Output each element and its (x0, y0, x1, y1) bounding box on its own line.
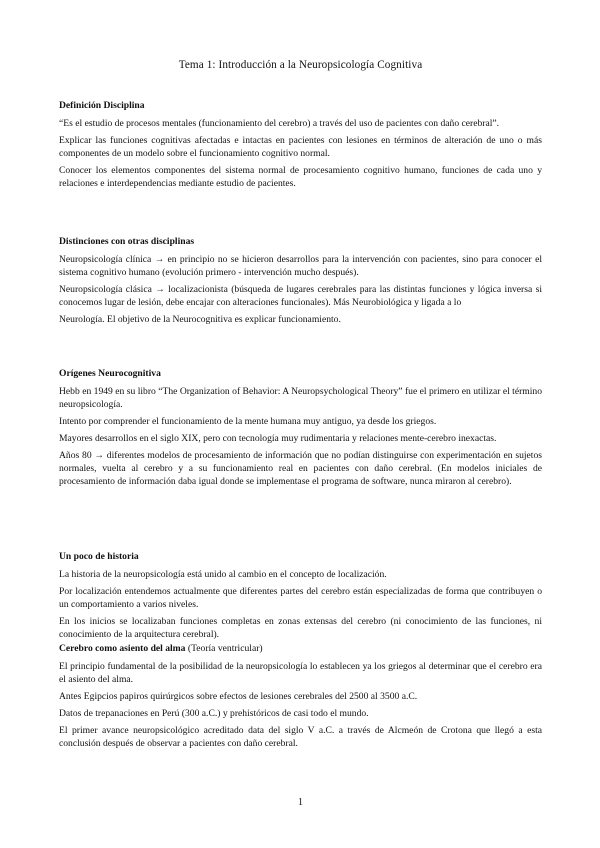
paragraph: Neurología. El objetivo de la Neurocognitiva es explicar funcionamiento. (59, 314, 341, 325)
paragraph: Mayores desarrollos en el siglo XIX, pero con tecnología muy rudimentaria y relaciones mente-cerebro inexactas. (59, 433, 497, 444)
paragraph: Neuropsicología clásica → localizacionista (búsqueda de lugares cerebrales para las distintas funciones y lógica inversa si conocemos lugar de lesión, debe encajar con alteraciones funcionales). Más Neurobiológica y ligada a lo (59, 284, 542, 308)
section-origenes (59, 367, 542, 492)
section-heading: Definición Disciplina (59, 100, 145, 111)
page-number: 1 (298, 797, 303, 808)
section-heading-main: Cerebro como asiento del alma (59, 643, 186, 654)
section-historia (59, 550, 542, 645)
paragraph: Años 80 → diferentes modelos de procesamiento de información que no podían distinguirse con experimentación en sujetos normales, vuelta al cerebro y a su funcionamiento real en pacientes con daño cerebral. (En modelos iniciales de procesamiento de información daba igual donde se implementase el programa de software, nunca miraron al cerebro). (59, 450, 542, 487)
section-distinciones (59, 235, 542, 330)
section-heading: Orígenes Neurocognitiva (59, 368, 161, 379)
paragraph: Explicar las funciones cognitivas afectadas e intactas en pacientes con lesiones en términos de alteración de uno o más componentes de un modelo sobre el funcionamiento cognitivo normal. (59, 135, 542, 159)
paragraph: Hebb en 1949 en su libro “The Organization of Behavior: A Neuropsychological Theory” fue el primero en utilizar el término neuropsicología. (59, 386, 542, 410)
paragraph: El principio fundamental de la posibilidad de la neuropsicología lo establecen ya los griegos al determinar que el cerebro era el asiento del alma. (59, 661, 542, 685)
paragraph: “Es el estudio de procesos mentales (funcionamiento del cerebro) a través del uso de pacientes con daño cerebral”. (59, 118, 500, 129)
section-definicion (59, 99, 542, 194)
section-heading-sub: (Teoría ventricular) (185, 643, 263, 654)
paragraph: Conocer los elementos componentes del sistema normal de procesamiento cognitivo humano, funciones de cada uno y relaciones e interdependencias mediante estudio de pacientes. (59, 165, 542, 189)
section-cerebro-alma (59, 642, 542, 754)
section-heading (59, 642, 542, 655)
paragraph: En los inicios se localizaban funciones completas en zonas extensas del cerebro (ni conocimiento de las funciones, ni conocimiento de la arquitectura cerebral). (59, 616, 542, 640)
paragraph: La historia de la neuropsicología está unido al cambio en el concepto de localización. (59, 569, 387, 580)
paragraph: Por localización entendemos actualmente que diferentes partes del cerebro están especializadas de forma que contribuyen o un comportamiento a varios niveles. (59, 586, 542, 610)
paragraph: El primer avance neuropsicológico acreditado data del siglo V a.C. a través de Alcmeón de Crotona que llegó a esta conclusión después de observar a pacientes con daño cerebral. (59, 725, 542, 749)
paragraph: Datos de trepanaciones en Perú (300 a.C.) y prehistóricos de casi todo el mundo. (59, 708, 369, 719)
page-title: Tema 1: Introducción a la Neuropsicología Cognitiva (178, 59, 423, 71)
paragraph: Antes Egipcios papiros quirúrgicos sobre efectos de lesiones cerebrales del 2500 al 3500 a.C. (59, 691, 418, 702)
paragraph: Neuropsicología clínica → en principio no se hicieron desarrollos para la intervención con pacientes, sino para conocer el sistema cognitivo humano (evolución primero - intervención mucho después). (59, 254, 542, 278)
section-heading: Un poco de historia (59, 551, 139, 562)
paragraph: Intento por comprender el funcionamiento de la mente humana muy antiguo, ya desde los griegos. (59, 416, 437, 427)
section-heading: Distinciones con otras disciplinas (59, 236, 195, 247)
